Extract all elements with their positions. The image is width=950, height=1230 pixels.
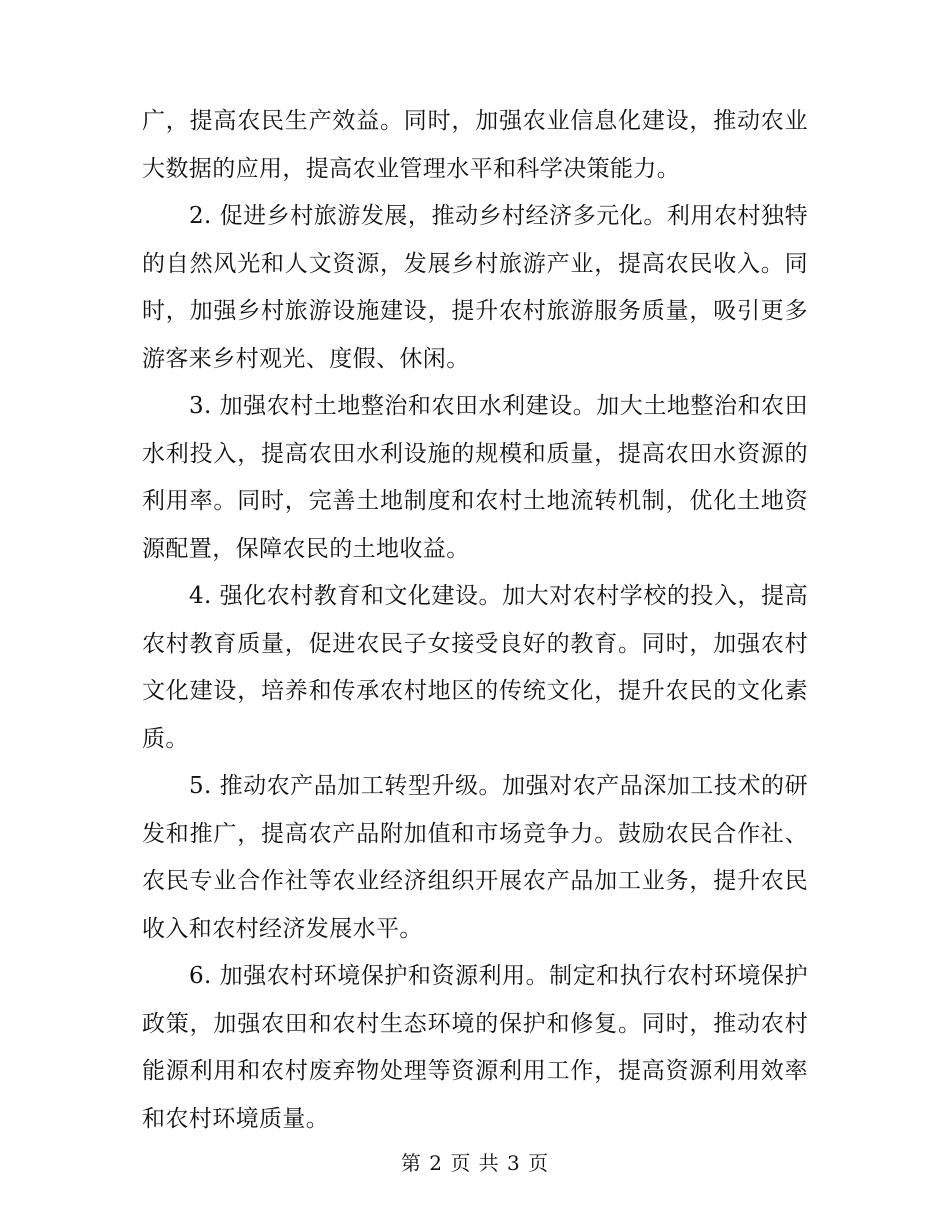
document-body	[142, 98, 808, 1143]
paragraph-item-5: 5. 推动农产品加工转型升级。加强对农产品深加工技术的研发和推广，提高农产品附加值和市场竞争力。鼓励农民合作社、农民专业合作社等农业经济组织开展农产品加工业务，提升农民收入和农村经济发展水平。	[142, 773, 808, 942]
paragraph-item-2: 2. 促进乡村旅游发展，推动乡村经济多元化。利用农村独特的自然风光和人文资源，发展乡村旅游产业，提高农民收入。同时，加强乡村旅游设施建设，提升农村旅游服务质量，吸引更多游客来乡村观光、度假、休闲。	[142, 203, 808, 372]
paragraph-item-3: 3. 加强农村土地整治和农田水利建设。加大土地整治和农田水利投入，提高农田水利设施的规模和质量，提高农田水资源的利用率。同时，完善土地制度和农村土地流转机制，优化土地资源配置，保障农民的土地收益。	[142, 393, 808, 562]
paragraph-item-4: 4. 强化农村教育和文化建设。加大对农村学校的投入，提高农村教育质量，促进农民子女接受良好的教育。同时，加强农村文化建设，培养和传承农村地区的传统文化，提升农民的文化素质。	[142, 583, 808, 752]
paragraph-continuation: 广，提高农民生产效益。同时，加强农业信息化建设，推动农业大数据的应用，提高农业管理水平和科学决策能力。	[142, 108, 808, 182]
page-number-footer: 第 2 页 共 3 页	[400, 1151, 550, 1175]
paragraph-item-6: 6. 加强农村环境保护和资源利用。制定和执行农村环境保护政策，加强农田和农村生态环境的保护和修复。同时，推动农村能源利用和农村废弃物处理等资源利用工作，提高资源利用效率和农村环境质量。	[142, 963, 808, 1132]
